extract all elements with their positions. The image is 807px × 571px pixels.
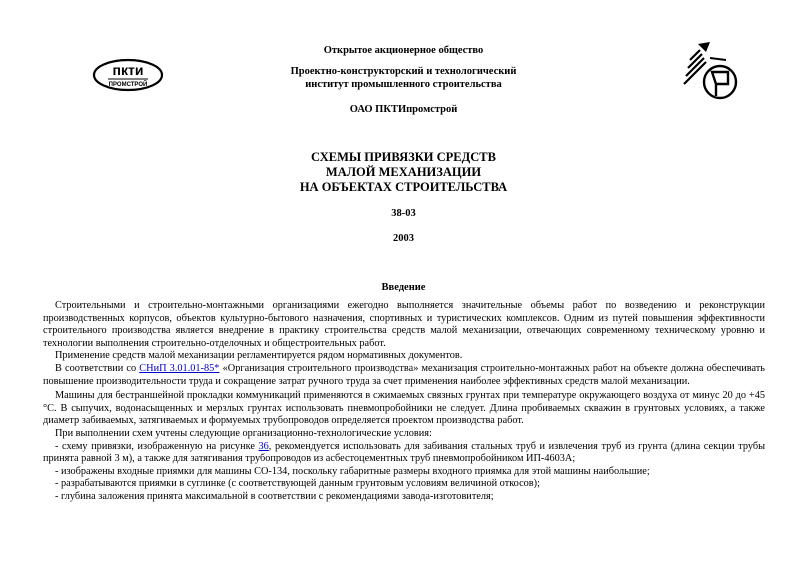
paragraph-6-before: - схему привязки, изображенную на рисунке [55, 440, 259, 452]
logo-left-text-top: пкти [112, 62, 144, 78]
paragraph-3-after: «Организация строительного производства» механизация строительно-монтажных работ на объекте должна обеспечивать повышение производительности труда и сокращение затрат ручного труда за счет применения наиболее эффективных средств малой механизации. [43, 362, 765, 387]
document-title [0, 150, 807, 195]
figure-36-link[interactable]: 36 [258, 440, 269, 452]
title-line1: СХЕМЫ ПРИВЯЗКИ СРЕДСТВ [311, 150, 496, 164]
title-line3: НА ОБЪЕКТАХ СТРОИТЕЛЬСТВА [299, 180, 508, 194]
document-year: 2003 [393, 233, 414, 244]
paragraph-6 [43, 441, 765, 466]
institute-name-line1: Проектно-конструкторский и технологический [290, 66, 517, 77]
institute-short-name: ОАО ПКТИпромстрой [349, 104, 458, 115]
org-name: Открытое акционерное общество [323, 45, 484, 56]
document-body [43, 300, 765, 504]
paragraph-2: Применение средств малой механизации регламентируется рядом нормативных документов. [55, 350, 463, 362]
paragraph-6-after: , рекомендуется использовать для забивания стальных труб и извлечения труб из грунта (длина секции трубы принята равной 3 м), а также для затягивания трубопроводов из асбестоцементных труб пневмопробойником ИП-4603А; [43, 440, 765, 465]
paragraph-8: - разрабатываются приямки в суглинке (с соответствующей данным грунтовым условиям величиной откосов); [55, 478, 540, 490]
paragraph-5: При выполнении схем учтены следующие организационно-технологические условия: [55, 427, 432, 439]
paragraph-7: - изображены входные приямки для машины СО-134, поскольку габаритные размеры входного приямка для этой машины наибольшие; [55, 465, 650, 477]
title-line2: МАЛОЙ МЕХАНИЗАЦИИ [325, 165, 482, 179]
logo-left-text-bottom: ПРОМСТРОЙ [108, 82, 148, 88]
emblem-logo-icon [680, 38, 742, 108]
paragraph-9: - глубина заложения принята максимальной в соответствии с рекомендациями завода-изготовителя; [55, 490, 494, 502]
document-code: 38-03 [391, 208, 416, 219]
snip-link[interactable]: СНиП 3.01.01-85* [139, 362, 220, 374]
paragraph-3-before: В соответствии со [55, 362, 140, 374]
institute-name-line2: институт промышленного строительства [305, 79, 502, 90]
paragraph-3 [43, 363, 765, 388]
pkti-logo-icon [92, 58, 164, 92]
section-heading: Введение [381, 282, 426, 293]
paragraph-4: Машины для бестраншейной прокладки коммуникаций применяются в сжимаемых связных грунтах при температуре окружающего воздуха от минус 20 до +45 °С. В сыпучих, водонасыщенных и мерзлых грунтах использовать пневмопробойники не следует. Длина пробиваемых скважин в грунтовых условиях, а также диаметр забиваемых, затягиваемых и формуемых трубопроводов определяется проектом производства работ. [43, 390, 765, 427]
paragraph-1: Строительными и строительно-монтажными организациями ежегодно выполняется значительные объемы работ по возведению и реконструкции производственных корпусов, объектов культурно-бытового назначения, спортивных и туристических комплексов. Одним из путей повышения эффективности строительного производства является внедрение в практику строительства средств малой механизации, отвечающих современному техническому уровню и технологии выполнения строительно-отделочных и общестроительных работ. [43, 300, 765, 349]
